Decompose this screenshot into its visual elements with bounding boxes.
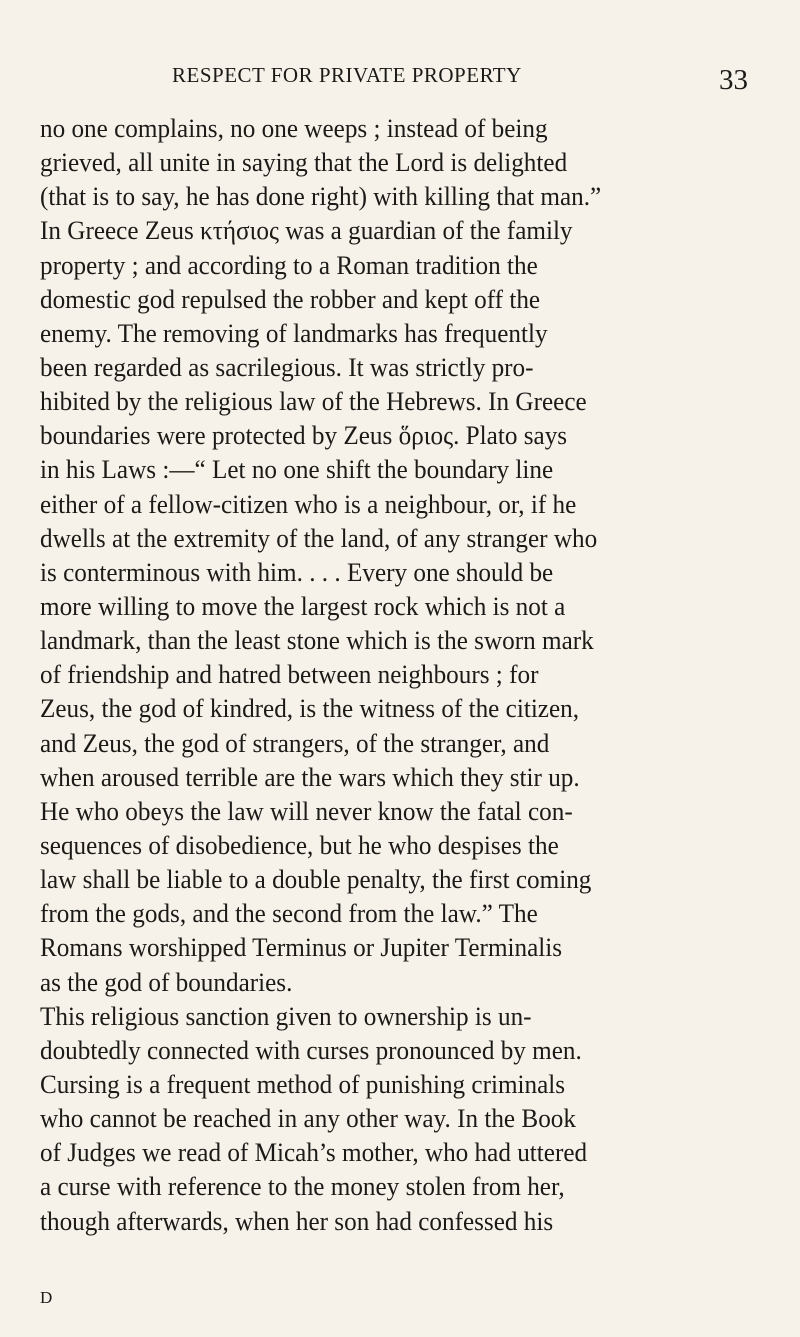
text-line: no one complains, no one weeps ; instead of being bbox=[40, 113, 548, 143]
text-line: Cursing is a frequent method of punishing criminals bbox=[40, 1068, 566, 1099]
text-line: grieved, all unite in saying that the Lord is delighted bbox=[40, 147, 568, 178]
text-line: enemy. The removing of landmarks has frequently bbox=[40, 317, 548, 348]
body-text bbox=[40, 111, 800, 1238]
text-line: in his Laws :—“ Let no one shift the boundary line bbox=[40, 454, 554, 485]
text-line: He who obeys the law will never know the fatal con- bbox=[40, 795, 573, 826]
text-line: is conterminous with him. . . . Every one should be bbox=[40, 556, 554, 587]
text-line: when aroused terrible are the wars which they stir up. bbox=[40, 761, 580, 792]
signature-mark: D bbox=[40, 1288, 53, 1307]
page-number: 33 bbox=[719, 64, 748, 96]
text-line: property ; and according to a Roman tradition the bbox=[40, 249, 538, 280]
text-line: Zeus, the god of kindred, is the witness of the citizen, bbox=[40, 693, 580, 724]
text-line: from the gods, and the second from the law.” The bbox=[40, 898, 538, 929]
text-line: law shall be liable to a double penalty, the first coming bbox=[40, 864, 592, 895]
text-line: Romans worshipped Terminus or Jupiter Terminalis bbox=[40, 932, 563, 963]
text-line: been regarded as sacrilegious. It was strictly pro- bbox=[40, 351, 534, 382]
text-line: more willing to move the largest rock which is not a bbox=[40, 590, 566, 621]
text-line: though afterwards, when her son had confessed his bbox=[40, 1205, 554, 1236]
text-line: dwells at the extremity of the land, of any stranger who bbox=[40, 522, 598, 553]
text-line: of friendship and hatred between neighbours ; for bbox=[40, 659, 539, 690]
text-line: hibited by the religious law of the Hebrews. In Greece bbox=[40, 386, 587, 417]
text-line: landmark, than the least stone which is the sworn mark bbox=[40, 625, 594, 656]
text-line: and Zeus, the god of strangers, of the stranger, and bbox=[40, 727, 550, 758]
text-line: (that is to say, he has done right) with killing that man.” bbox=[40, 181, 602, 212]
text-line: either of a fellow-citizen who is a neighbour, or, if he bbox=[40, 488, 577, 519]
text-line: a curse with reference to the money stolen from her, bbox=[40, 1171, 565, 1202]
text-line: as the god of boundaries. bbox=[40, 966, 293, 997]
text-line: In Greece Zeus κτήσιος was a guardian of the family bbox=[40, 215, 573, 246]
running-head: RESPECT FOR PRIVATE PROPERTY bbox=[172, 63, 522, 87]
text-line: This religious sanction given to ownership is un- bbox=[40, 1000, 532, 1031]
text-line: of Judges we read of Micah’s mother, who had uttered bbox=[40, 1137, 588, 1168]
text-line: boundaries were protected by Zeus ὅριος. Plato says bbox=[40, 420, 568, 451]
text-line: who cannot be reached in any other way. In the Book bbox=[40, 1103, 576, 1134]
text-line: doubtedly connected with curses pronounced by men. bbox=[40, 1034, 582, 1065]
text-line: domestic god repulsed the robber and kept off the bbox=[40, 283, 541, 314]
text-line: sequences of disobedience, but he who despises the bbox=[40, 829, 559, 860]
